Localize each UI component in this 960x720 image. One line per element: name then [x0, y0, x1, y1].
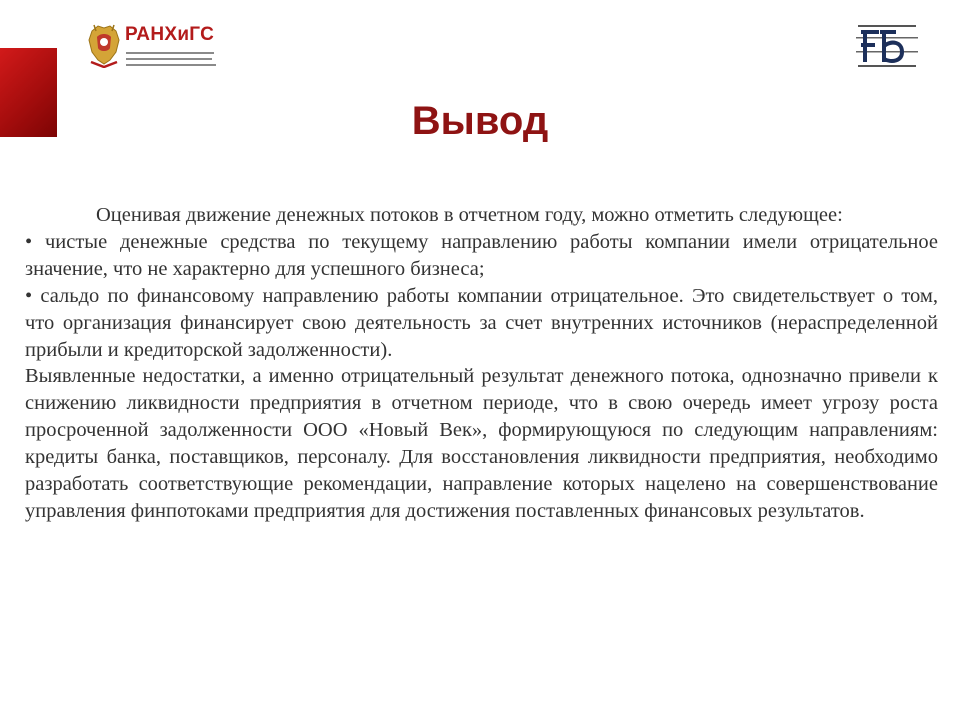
- ranepa-subtitle-lines: [126, 50, 218, 68]
- ranepa-logo-name: РАНХиГС: [125, 24, 215, 45]
- faculty-monogram-icon: [856, 24, 918, 70]
- bullet-item-2: • сальдо по финансовому направлению работы компании отрицательное. Это свидетельствует о том, что организация финансирует свою деятельность за счет внутренних источников (нераспределенной прибыли и кредиторской задолженности).: [25, 284, 938, 361]
- slide-body: [25, 202, 938, 525]
- ranepa-logo: [86, 22, 218, 70]
- intro-paragraph: Оценивая движение денежных потоков в отчетном году, можно отметить следующее:: [96, 204, 843, 226]
- eagle-emblem-icon: [86, 22, 122, 68]
- bullet-item-1: • чистые денежные средства по текущему направлению работы компании имели отрицательное значение, что не характерно для успешного бизнеса;: [25, 230, 938, 280]
- slide-title: Вывод: [411, 99, 549, 143]
- conclusion-paragraph: Выявленные недостатки, а именно отрицательный результат денежного потока, однозначно привели к снижению ликвидности предприятия в отчетном периоде, что в свою очередь имеет угрозу роста просроченной задолженности ООО «Новый Век», формирующуюся по следующим направлениям: кредиты банка, поставщиков, персоналу. Для восстановления ликвидности предприятия, необходимо разработать соответствующие рекомендации, направление которых нацелено на совершенствование управления финпотоками предприятия для достижения поставленных финансовых результатов.: [25, 365, 938, 522]
